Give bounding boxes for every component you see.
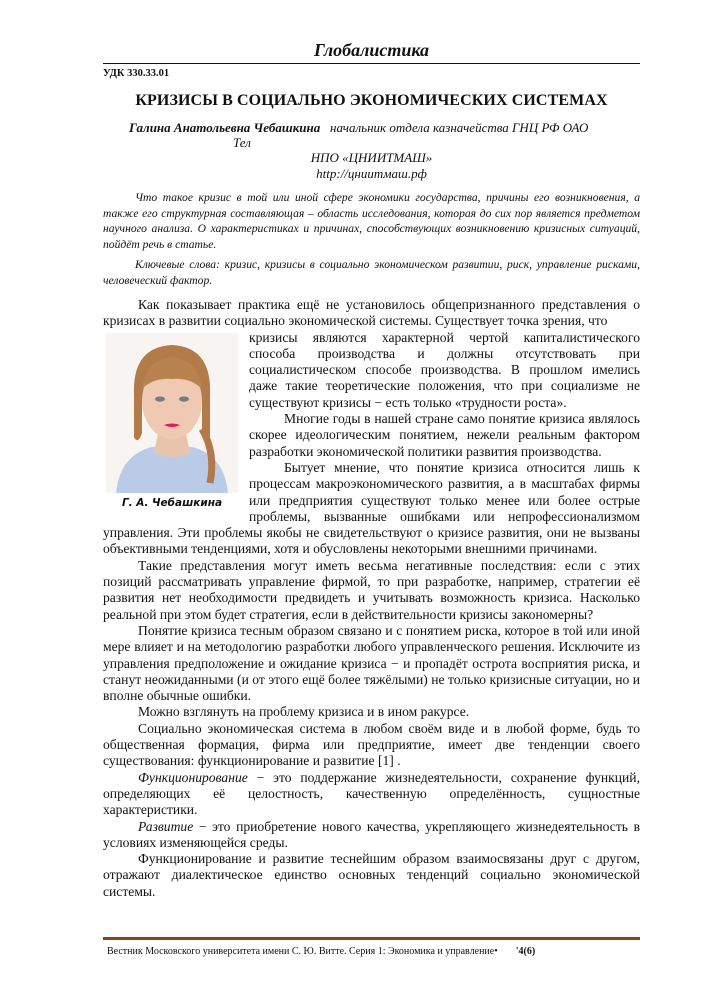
section-title: Глобалистика xyxy=(313,40,430,60)
paragraph-2: Многие годы в нашей стране само понятие кризиса являлось скорее идеологическим понятием, нежели реальным фактором разработки экономической политики развития производства. xyxy=(249,411,640,459)
term-functioning: Функционирование xyxy=(138,769,248,785)
photo-caption: Г. А. Чебашкина xyxy=(121,496,223,509)
portrait-icon xyxy=(106,333,238,493)
author-name: Галина Анатольевна Чебашкина xyxy=(129,120,321,135)
journal-name: Вестник Московского университета имени С. Ю. Витте. Серия 1: Экономика и управление• xyxy=(107,946,498,957)
journal-footer xyxy=(107,946,535,957)
paragraph-3: Бытует мнение, что понятие кризиса относится лишь к процессам макроэкономического развития, а в масштабах фирмы или предприятия существуют только менее или более острые проблемы, вызванные ошибками или непрофессионализмом управления. Эти проблемы якобы не свидетельствуют о кризисе развития, они не вызваны объективными тенденциями, хотя и обусловлены некоторыми внешними причинами. xyxy=(103,459,640,557)
paragraph-4: Такие представления могут иметь весьма негативные последствия: если с этих позиций рассматривать управление фирмой, то при разработке, например, стратегии её развития нет необходимости предвидеть и учитывать возможность кризиса. Насколько реальной при этом будет стратегия, если в действительности кризисы закономерны? xyxy=(103,557,640,622)
article-title: КРИЗИСЫ В СОЦИАЛЬНО ЭКОНОМИЧЕСКИХ СИСТЕМАХ xyxy=(135,92,608,109)
author-tel: Тел xyxy=(233,135,251,150)
author-position: начальник отдела казначейства ГНЦ РФ ОАО xyxy=(330,120,589,135)
author-photo xyxy=(106,333,238,493)
paragraph-6: Можно взглянуть на проблему кризиса и в ином ракурсе. xyxy=(138,704,470,720)
keywords: Ключевые слова: кризис, кризисы в социально экономическом развитии, риск, управление рисками, человеческий фактор. xyxy=(103,258,640,287)
paragraph-1-continued: кризисы являются характерной чертой капиталистического способа производства и должны отсутствовать при социалистическом способе производства. В прошлом имелись даже такие теоретические положения, что при социализме не существуют кризисы − есть только «трудности роста». xyxy=(249,329,640,410)
article-body xyxy=(103,297,640,900)
footer-rule xyxy=(103,937,640,940)
paragraph-1-lead: Как показывает практика ещё не установилось общепризнанного представления о кризисах в развитии социально экономической системы. Существует точка зрения, что xyxy=(103,297,640,329)
paragraph-7: Социально экономическая система в любом своём виде и в любой форме, будь то общественная формация, фирма или предприятие, имеет две тенденции своего существования: функционирование и развитие [1] . xyxy=(103,720,640,769)
term-development: Развитие xyxy=(138,818,194,834)
abstract: Что такое кризис в той или иной сфере экономики государства, причины его возникновения, а также его структурная составляющая – область исследования, которая до сих пор является предметом научного анализа. О характеристиках и причинах, способствующих возникновению кризисных ситуаций, пойдёт речь в статье. xyxy=(103,191,640,251)
header-rule xyxy=(103,63,640,64)
author-organization: НПО «ЦНИИТМАШ» xyxy=(310,150,433,165)
organization-website-link[interactable]: http://цниитмаш.рф xyxy=(316,166,427,181)
author-line xyxy=(129,120,588,136)
udk-code: УДК 330.33.01 xyxy=(103,68,170,79)
issue-number: '4(6) xyxy=(515,946,536,957)
paragraph-5: Понятие кризиса тесным образом связано и с понятием риска, которое в той или иной мере влияет и на методологию разработки любого управленческого решения. Исключите из управления предположение и ожидание кризиса − и пропадёт острота восприятия риска, и станут неожиданными (и от этого ещё более тяжёлыми) не только кризисные ситуации, но и вполне обычные ошибки. xyxy=(103,622,640,704)
paragraph-8: Функционирование − это поддержание жизнедеятельности, сохранение функций, определяющих её целостность, качественную определённость, сущностные характеристики. xyxy=(103,769,640,818)
paragraph-9: Развитие − это приобретение нового качества, укрепляющего жизнедеятельность в условиях изменяющейся среды. xyxy=(103,818,640,850)
author-photo-figure xyxy=(106,333,241,513)
paragraph-10: Функционирование и развитие теснейшим образом взаимосвязаны друг с другом, отражают диалектическое единство основных тенденций социально экономической системы. xyxy=(103,851,640,899)
